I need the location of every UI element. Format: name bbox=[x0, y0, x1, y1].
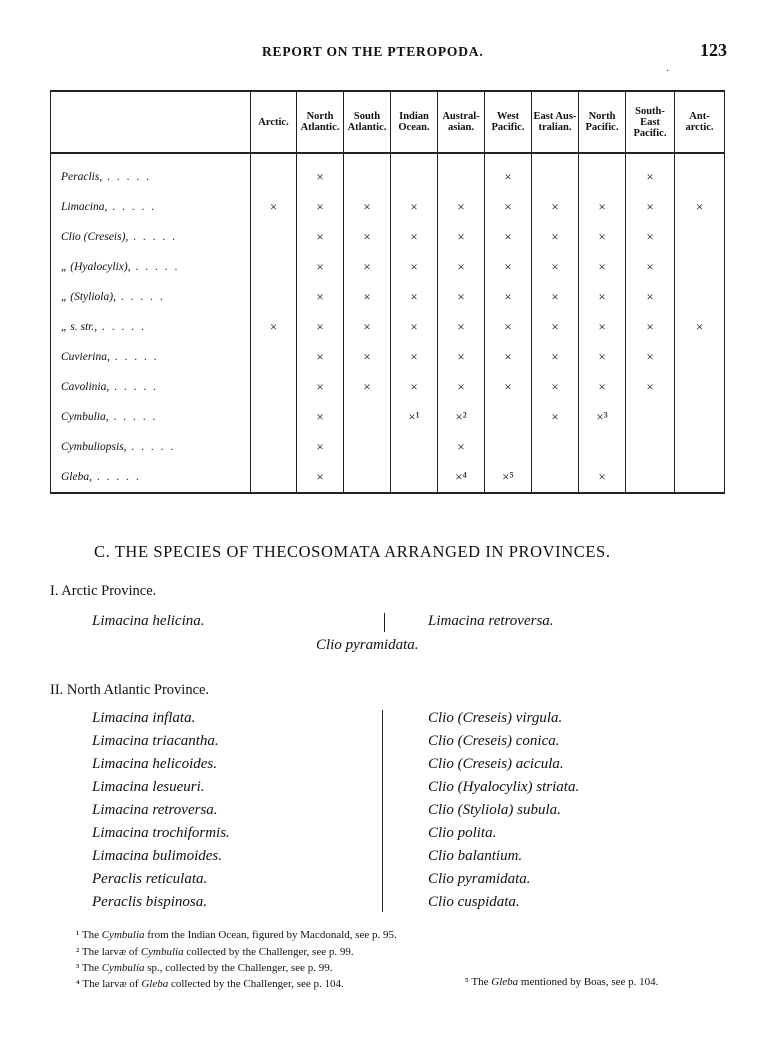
presence-cell bbox=[391, 153, 438, 192]
presence-cell: × bbox=[438, 432, 485, 462]
presence-cell bbox=[391, 432, 438, 462]
table-column-header: North Pacific. bbox=[579, 91, 626, 153]
species-name: Peraclis reticulata. bbox=[92, 871, 208, 887]
footnote: ⁵ The Gleba mentioned by Boas, see p. 104. bbox=[465, 976, 659, 988]
presence-cell: × bbox=[391, 342, 438, 372]
presence-cell: × bbox=[344, 282, 391, 312]
species-name: Clio balantium. bbox=[428, 848, 523, 864]
speck: · bbox=[666, 66, 670, 77]
presence-cell: × bbox=[626, 312, 675, 342]
presence-cell bbox=[485, 402, 532, 432]
dot-leader: . . . . . bbox=[126, 441, 176, 453]
presence-cell bbox=[675, 282, 725, 312]
dot-leader: . . . . . bbox=[97, 321, 146, 333]
running-header: REPORT ON THE PTEROPODA. bbox=[262, 44, 484, 59]
genus-cell: Cuvierina, . . . . . bbox=[51, 342, 251, 372]
species-arctic-left: Limacina helicina. bbox=[92, 613, 205, 629]
dot-leader: . . . . . bbox=[91, 471, 141, 483]
footnote: ¹ The Cymbulia from the Indian Ocean, figured by Macdonald, see p. 95. bbox=[76, 929, 397, 941]
table-row bbox=[51, 372, 725, 402]
presence-cell bbox=[251, 153, 297, 192]
presence-cell bbox=[251, 282, 297, 312]
presence-cell: × bbox=[675, 192, 725, 222]
presence-cell: × bbox=[485, 153, 532, 192]
presence-cell: × bbox=[344, 192, 391, 222]
dot-leader: . . . . . bbox=[108, 411, 158, 423]
genus-cell: Peraclis, . . . . . bbox=[51, 153, 251, 192]
presence-cell: × bbox=[297, 342, 344, 372]
presence-cell: × bbox=[297, 372, 344, 402]
presence-cell bbox=[251, 222, 297, 252]
presence-cell: × bbox=[626, 252, 675, 282]
dot-leader: . . . . . bbox=[130, 261, 180, 273]
presence-cell: × bbox=[251, 192, 297, 222]
presence-cell: × bbox=[438, 192, 485, 222]
presence-cell: ×⁴ bbox=[438, 462, 485, 493]
presence-cell: × bbox=[485, 192, 532, 222]
table-header-genus bbox=[51, 91, 251, 153]
species-name: Limacina lesueuri. bbox=[92, 779, 205, 795]
dot-leader: . . . . . bbox=[102, 171, 151, 183]
dot-leader: . . . . . bbox=[128, 231, 178, 243]
presence-cell: × bbox=[344, 312, 391, 342]
presence-cell: × bbox=[391, 282, 438, 312]
presence-cell: × bbox=[532, 372, 579, 402]
presence-cell: × bbox=[297, 402, 344, 432]
table-column-header: Ant-arctic. bbox=[675, 91, 725, 153]
footnote: ³ The Cymbulia sp., collected by the Challenger, see p. 99. bbox=[76, 962, 333, 974]
genus-cell: Cymbuliopsis, . . . . . bbox=[51, 432, 251, 462]
presence-cell bbox=[675, 342, 725, 372]
presence-cell: × bbox=[626, 342, 675, 372]
table-header-row bbox=[51, 91, 725, 153]
presence-cell bbox=[251, 342, 297, 372]
genus-cell: Gleba, . . . . . bbox=[51, 462, 251, 493]
presence-cell: × bbox=[391, 372, 438, 402]
presence-cell: × bbox=[391, 222, 438, 252]
presence-cell: × bbox=[344, 372, 391, 402]
species-name: Clio (Styliola) subula. bbox=[428, 802, 561, 818]
table-row bbox=[51, 342, 725, 372]
presence-cell bbox=[344, 462, 391, 493]
presence-cell: × bbox=[297, 462, 344, 493]
presence-cell: × bbox=[532, 342, 579, 372]
presence-cell: × bbox=[344, 252, 391, 282]
presence-cell: × bbox=[251, 312, 297, 342]
table-row bbox=[51, 282, 725, 312]
presence-cell: × bbox=[579, 372, 626, 402]
column-divider bbox=[382, 710, 383, 912]
species-name: Clio (Creseis) virgula. bbox=[428, 710, 563, 726]
dot-leader: . . . . . bbox=[109, 351, 159, 363]
genus-cell: „ (Styliola), . . . . . bbox=[51, 282, 251, 312]
table-column-header: South-East Pacific. bbox=[626, 91, 675, 153]
presence-cell bbox=[675, 153, 725, 192]
presence-cell bbox=[344, 402, 391, 432]
presence-cell: × bbox=[391, 252, 438, 282]
presence-cell: × bbox=[626, 372, 675, 402]
presence-cell bbox=[251, 432, 297, 462]
species-name: Clio (Creseis) acicula. bbox=[428, 756, 564, 772]
presence-cell bbox=[675, 252, 725, 282]
presence-cell: × bbox=[297, 282, 344, 312]
dot-leader: . . . . . bbox=[107, 201, 157, 213]
footnote: ² The larvæ of Cymbulia collected by the Challenger, see p. 99. bbox=[76, 946, 354, 958]
table-column-header: Arctic. bbox=[251, 91, 297, 153]
presence-cell: × bbox=[485, 282, 532, 312]
presence-cell bbox=[251, 252, 297, 282]
presence-cell: × bbox=[438, 372, 485, 402]
presence-cell bbox=[626, 432, 675, 462]
table-row bbox=[51, 153, 725, 192]
dot-leader: . . . . . bbox=[115, 291, 165, 303]
presence-cell: × bbox=[579, 222, 626, 252]
presence-cell: × bbox=[391, 312, 438, 342]
table-row bbox=[51, 432, 725, 462]
species-arctic-center: Clio pyramidata. bbox=[316, 637, 419, 653]
species-name: Limacina retroversa. bbox=[92, 802, 218, 818]
presence-cell: × bbox=[579, 342, 626, 372]
presence-cell bbox=[675, 402, 725, 432]
presence-cell: × bbox=[579, 282, 626, 312]
presence-cell: × bbox=[675, 312, 725, 342]
footnote: ⁴ The larvæ of Gleba collected by the Challenger, see p. 104. bbox=[76, 978, 344, 990]
presence-cell: × bbox=[626, 282, 675, 312]
species-name: Limacina bulimoides. bbox=[92, 848, 222, 864]
column-divider bbox=[384, 613, 385, 632]
species-name: Limacina inflata. bbox=[92, 710, 196, 726]
presence-cell: × bbox=[532, 282, 579, 312]
presence-cell: × bbox=[485, 312, 532, 342]
presence-cell: × bbox=[297, 252, 344, 282]
presence-cell: × bbox=[391, 192, 438, 222]
table-column-header: North Atlantic. bbox=[297, 91, 344, 153]
presence-cell: × bbox=[438, 282, 485, 312]
presence-cell bbox=[579, 432, 626, 462]
genus-cell: „ s. str., . . . . . bbox=[51, 312, 251, 342]
table-column-header: South Atlantic. bbox=[344, 91, 391, 153]
presence-cell: × bbox=[532, 192, 579, 222]
species-name: Limacina trochiformis. bbox=[92, 825, 230, 841]
presence-cell: × bbox=[438, 342, 485, 372]
table-row bbox=[51, 252, 725, 282]
presence-cell bbox=[251, 402, 297, 432]
presence-cell bbox=[485, 432, 532, 462]
genus-cell: Limacina, . . . . . bbox=[51, 192, 251, 222]
presence-cell: × bbox=[485, 252, 532, 282]
section-title: C. THE SPECIES OF THECOSOMATA ARRANGED IN PROVINCES. bbox=[94, 542, 611, 561]
presence-cell bbox=[532, 153, 579, 192]
presence-cell bbox=[626, 462, 675, 493]
presence-cell bbox=[532, 462, 579, 493]
presence-cell: × bbox=[297, 312, 344, 342]
presence-cell bbox=[391, 462, 438, 493]
presence-cell: × bbox=[579, 462, 626, 493]
presence-cell: × bbox=[626, 222, 675, 252]
presence-cell bbox=[532, 432, 579, 462]
species-name: Peraclis bispinosa. bbox=[92, 894, 207, 910]
presence-cell bbox=[675, 372, 725, 402]
genus-cell: Clio (Creseis), . . . . . bbox=[51, 222, 251, 252]
presence-cell bbox=[251, 372, 297, 402]
presence-cell: ×² bbox=[438, 402, 485, 432]
presence-cell bbox=[344, 432, 391, 462]
presence-cell bbox=[675, 432, 725, 462]
presence-cell: × bbox=[532, 222, 579, 252]
genus-cell: Cymbulia, . . . . . bbox=[51, 402, 251, 432]
table-column-header: East Aus-tralian. bbox=[532, 91, 579, 153]
dot-leader: . . . . . bbox=[109, 381, 158, 393]
table-column-header: Austral-asian. bbox=[438, 91, 485, 153]
presence-cell: ×⁵ bbox=[485, 462, 532, 493]
species-name: Clio (Hyalocylix) striata. bbox=[428, 779, 580, 795]
species-arctic-right: Limacina retroversa. bbox=[428, 613, 554, 629]
presence-cell bbox=[344, 153, 391, 192]
presence-cell: × bbox=[579, 252, 626, 282]
presence-cell: × bbox=[344, 342, 391, 372]
table-row bbox=[51, 402, 725, 432]
presence-cell bbox=[675, 462, 725, 493]
species-name: Clio (Creseis) conica. bbox=[428, 733, 560, 749]
presence-cell: × bbox=[579, 192, 626, 222]
presence-cell: ×³ bbox=[579, 402, 626, 432]
presence-cell: × bbox=[297, 153, 344, 192]
table-column-header: West Pacific. bbox=[485, 91, 532, 153]
presence-cell: ×¹ bbox=[391, 402, 438, 432]
genus-cell: „ (Hyalocylix), . . . . . bbox=[51, 252, 251, 282]
table-row bbox=[51, 192, 725, 222]
presence-cell bbox=[251, 462, 297, 493]
table-row bbox=[51, 312, 725, 342]
species-name: Limacina helicoides. bbox=[92, 756, 217, 772]
genus-cell: Cavolinia, . . . . . bbox=[51, 372, 251, 402]
presence-cell: × bbox=[532, 312, 579, 342]
presence-cell bbox=[438, 153, 485, 192]
presence-cell: × bbox=[438, 222, 485, 252]
species-name: Clio pyramidata. bbox=[428, 871, 531, 887]
table-row bbox=[51, 462, 725, 493]
presence-cell: × bbox=[297, 222, 344, 252]
presence-cell: × bbox=[485, 342, 532, 372]
presence-cell: × bbox=[579, 312, 626, 342]
presence-cell: × bbox=[626, 153, 675, 192]
presence-cell bbox=[626, 402, 675, 432]
presence-cell: × bbox=[438, 252, 485, 282]
presence-cell: × bbox=[532, 252, 579, 282]
presence-cell: × bbox=[626, 192, 675, 222]
presence-cell: × bbox=[297, 192, 344, 222]
page-number: 123 bbox=[700, 40, 727, 60]
presence-cell: × bbox=[297, 432, 344, 462]
table-row bbox=[51, 222, 725, 252]
presence-cell: × bbox=[532, 402, 579, 432]
presence-cell bbox=[579, 153, 626, 192]
distribution-table bbox=[50, 90, 725, 494]
presence-cell: × bbox=[438, 312, 485, 342]
species-name: Clio polita. bbox=[428, 825, 497, 841]
presence-cell: × bbox=[485, 222, 532, 252]
table-column-header: Indian Ocean. bbox=[391, 91, 438, 153]
presence-cell: × bbox=[485, 372, 532, 402]
presence-cell: × bbox=[344, 222, 391, 252]
province-heading-north-atlantic: II. North Atlantic Province. bbox=[50, 682, 210, 698]
province-heading-arctic: I. Arctic Province. bbox=[50, 583, 157, 599]
presence-cell bbox=[675, 222, 725, 252]
species-name: Limacina triacantha. bbox=[92, 733, 219, 749]
species-name: Clio cuspidata. bbox=[428, 894, 520, 910]
